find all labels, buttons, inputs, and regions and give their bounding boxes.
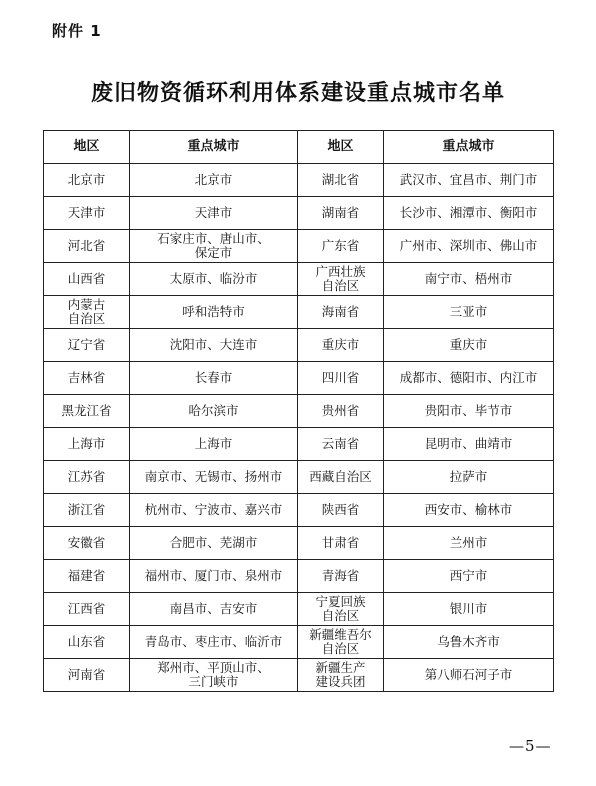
cell-cities-right: 南宁市、梧州市 xyxy=(384,263,554,296)
document-title: 废旧物资循环利用体系建设重点城市名单 xyxy=(90,81,505,106)
header-cities-left: 重点城市 xyxy=(130,131,298,164)
cell-cities-right: 长沙市、湘潭市、衡阳市 xyxy=(384,197,554,230)
cell-region-right: 海南省 xyxy=(298,296,384,329)
cell-region-left: 辽宁省 xyxy=(44,329,130,362)
cell-cities-right: 银川市 xyxy=(384,593,554,626)
cell-region-left: 北京市 xyxy=(44,164,130,197)
table-row xyxy=(44,197,554,230)
cell-region-right: 广西壮族 自治区 xyxy=(298,263,384,296)
table-row xyxy=(44,560,554,593)
cell-cities-right: 重庆市 xyxy=(384,329,554,362)
cell-cities-right: 拉萨市 xyxy=(384,461,554,494)
cell-cities-left: 杭州市、宁波市、嘉兴市 xyxy=(130,494,298,527)
table-row xyxy=(44,263,554,296)
table-row xyxy=(44,428,554,461)
table-header-row xyxy=(44,131,554,164)
cell-region-left: 黑龙江省 xyxy=(44,395,130,428)
cell-cities-left: 青岛市、枣庄市、临沂市 xyxy=(130,626,298,659)
header-cities-right: 重点城市 xyxy=(384,131,554,164)
table-body xyxy=(44,164,554,692)
cell-region-left: 江西省 xyxy=(44,593,130,626)
cell-cities-left: 长春市 xyxy=(130,362,298,395)
cell-cities-left: 合肥市、芜湖市 xyxy=(130,527,298,560)
cell-region-left: 吉林省 xyxy=(44,362,130,395)
table-row xyxy=(44,461,554,494)
table-row xyxy=(44,230,554,263)
cell-region-left: 河北省 xyxy=(44,230,130,263)
cell-region-right: 新疆维吾尔 自治区 xyxy=(298,626,384,659)
cell-cities-left: 福州市、厦门市、泉州市 xyxy=(130,560,298,593)
cell-cities-left: 南昌市、吉安市 xyxy=(130,593,298,626)
cell-cities-right: 西安市、榆林市 xyxy=(384,494,554,527)
cell-region-right: 陕西省 xyxy=(298,494,384,527)
cell-cities-right: 广州市、深圳市、佛山市 xyxy=(384,230,554,263)
table-row xyxy=(44,626,554,659)
header-region-left: 地区 xyxy=(44,131,130,164)
cell-cities-left: 天津市 xyxy=(130,197,298,230)
cell-region-left: 安徽省 xyxy=(44,527,130,560)
cell-cities-left: 郑州市、平顶山市、 三门峡市 xyxy=(130,659,298,692)
table-row xyxy=(44,593,554,626)
cell-cities-right: 成都市、德阳市、内江市 xyxy=(384,362,554,395)
cell-region-right: 广东省 xyxy=(298,230,384,263)
cell-cities-left: 呼和浩特市 xyxy=(130,296,298,329)
cell-region-right: 宁夏回族 自治区 xyxy=(298,593,384,626)
key-cities-table xyxy=(43,130,554,692)
table-row xyxy=(44,395,554,428)
cell-cities-left: 南京市、无锡市、扬州市 xyxy=(130,461,298,494)
cell-region-right: 青海省 xyxy=(298,560,384,593)
cell-cities-right: 兰州市 xyxy=(384,527,554,560)
cell-region-right: 湖南省 xyxy=(298,197,384,230)
cell-region-left: 山东省 xyxy=(44,626,130,659)
cell-cities-left: 太原市、临汾市 xyxy=(130,263,298,296)
cell-region-left: 河南省 xyxy=(44,659,130,692)
cell-region-left: 福建省 xyxy=(44,560,130,593)
cell-region-left: 浙江省 xyxy=(44,494,130,527)
cell-cities-left: 沈阳市、大连市 xyxy=(130,329,298,362)
table-row xyxy=(44,659,554,692)
cell-region-right: 新疆生产 建设兵团 xyxy=(298,659,384,692)
cell-cities-right: 第八师石河子市 xyxy=(384,659,554,692)
cell-cities-right: 乌鲁木齐市 xyxy=(384,626,554,659)
cell-region-right: 甘肃省 xyxy=(298,527,384,560)
table-row xyxy=(44,494,554,527)
cell-cities-right: 三亚市 xyxy=(384,296,554,329)
cell-cities-left: 石家庄市、唐山市、 保定市 xyxy=(130,230,298,263)
cell-region-left: 江苏省 xyxy=(44,461,130,494)
table-row xyxy=(44,362,554,395)
page-number: —5— xyxy=(509,737,552,755)
cell-cities-right: 武汉市、宜昌市、荆门市 xyxy=(384,164,554,197)
cell-region-right: 湖北省 xyxy=(298,164,384,197)
attachment-label: 附件 1 xyxy=(52,22,102,40)
cell-cities-right: 西宁市 xyxy=(384,560,554,593)
header-region-right: 地区 xyxy=(298,131,384,164)
cell-cities-left: 上海市 xyxy=(130,428,298,461)
table-row xyxy=(44,527,554,560)
cell-region-left: 上海市 xyxy=(44,428,130,461)
cell-cities-right: 贵阳市、毕节市 xyxy=(384,395,554,428)
cell-cities-left: 哈尔滨市 xyxy=(130,395,298,428)
cell-region-right: 云南省 xyxy=(298,428,384,461)
cell-region-right: 重庆市 xyxy=(298,329,384,362)
cell-region-left: 内蒙古 自治区 xyxy=(44,296,130,329)
cell-region-left: 天津市 xyxy=(44,197,130,230)
cell-cities-left: 北京市 xyxy=(130,164,298,197)
cell-region-right: 贵州省 xyxy=(298,395,384,428)
cell-region-right: 四川省 xyxy=(298,362,384,395)
cell-region-right: 西藏自治区 xyxy=(298,461,384,494)
cell-cities-right: 昆明市、曲靖市 xyxy=(384,428,554,461)
table-row xyxy=(44,164,554,197)
cell-region-left: 山西省 xyxy=(44,263,130,296)
table-row xyxy=(44,296,554,329)
table-row xyxy=(44,329,554,362)
